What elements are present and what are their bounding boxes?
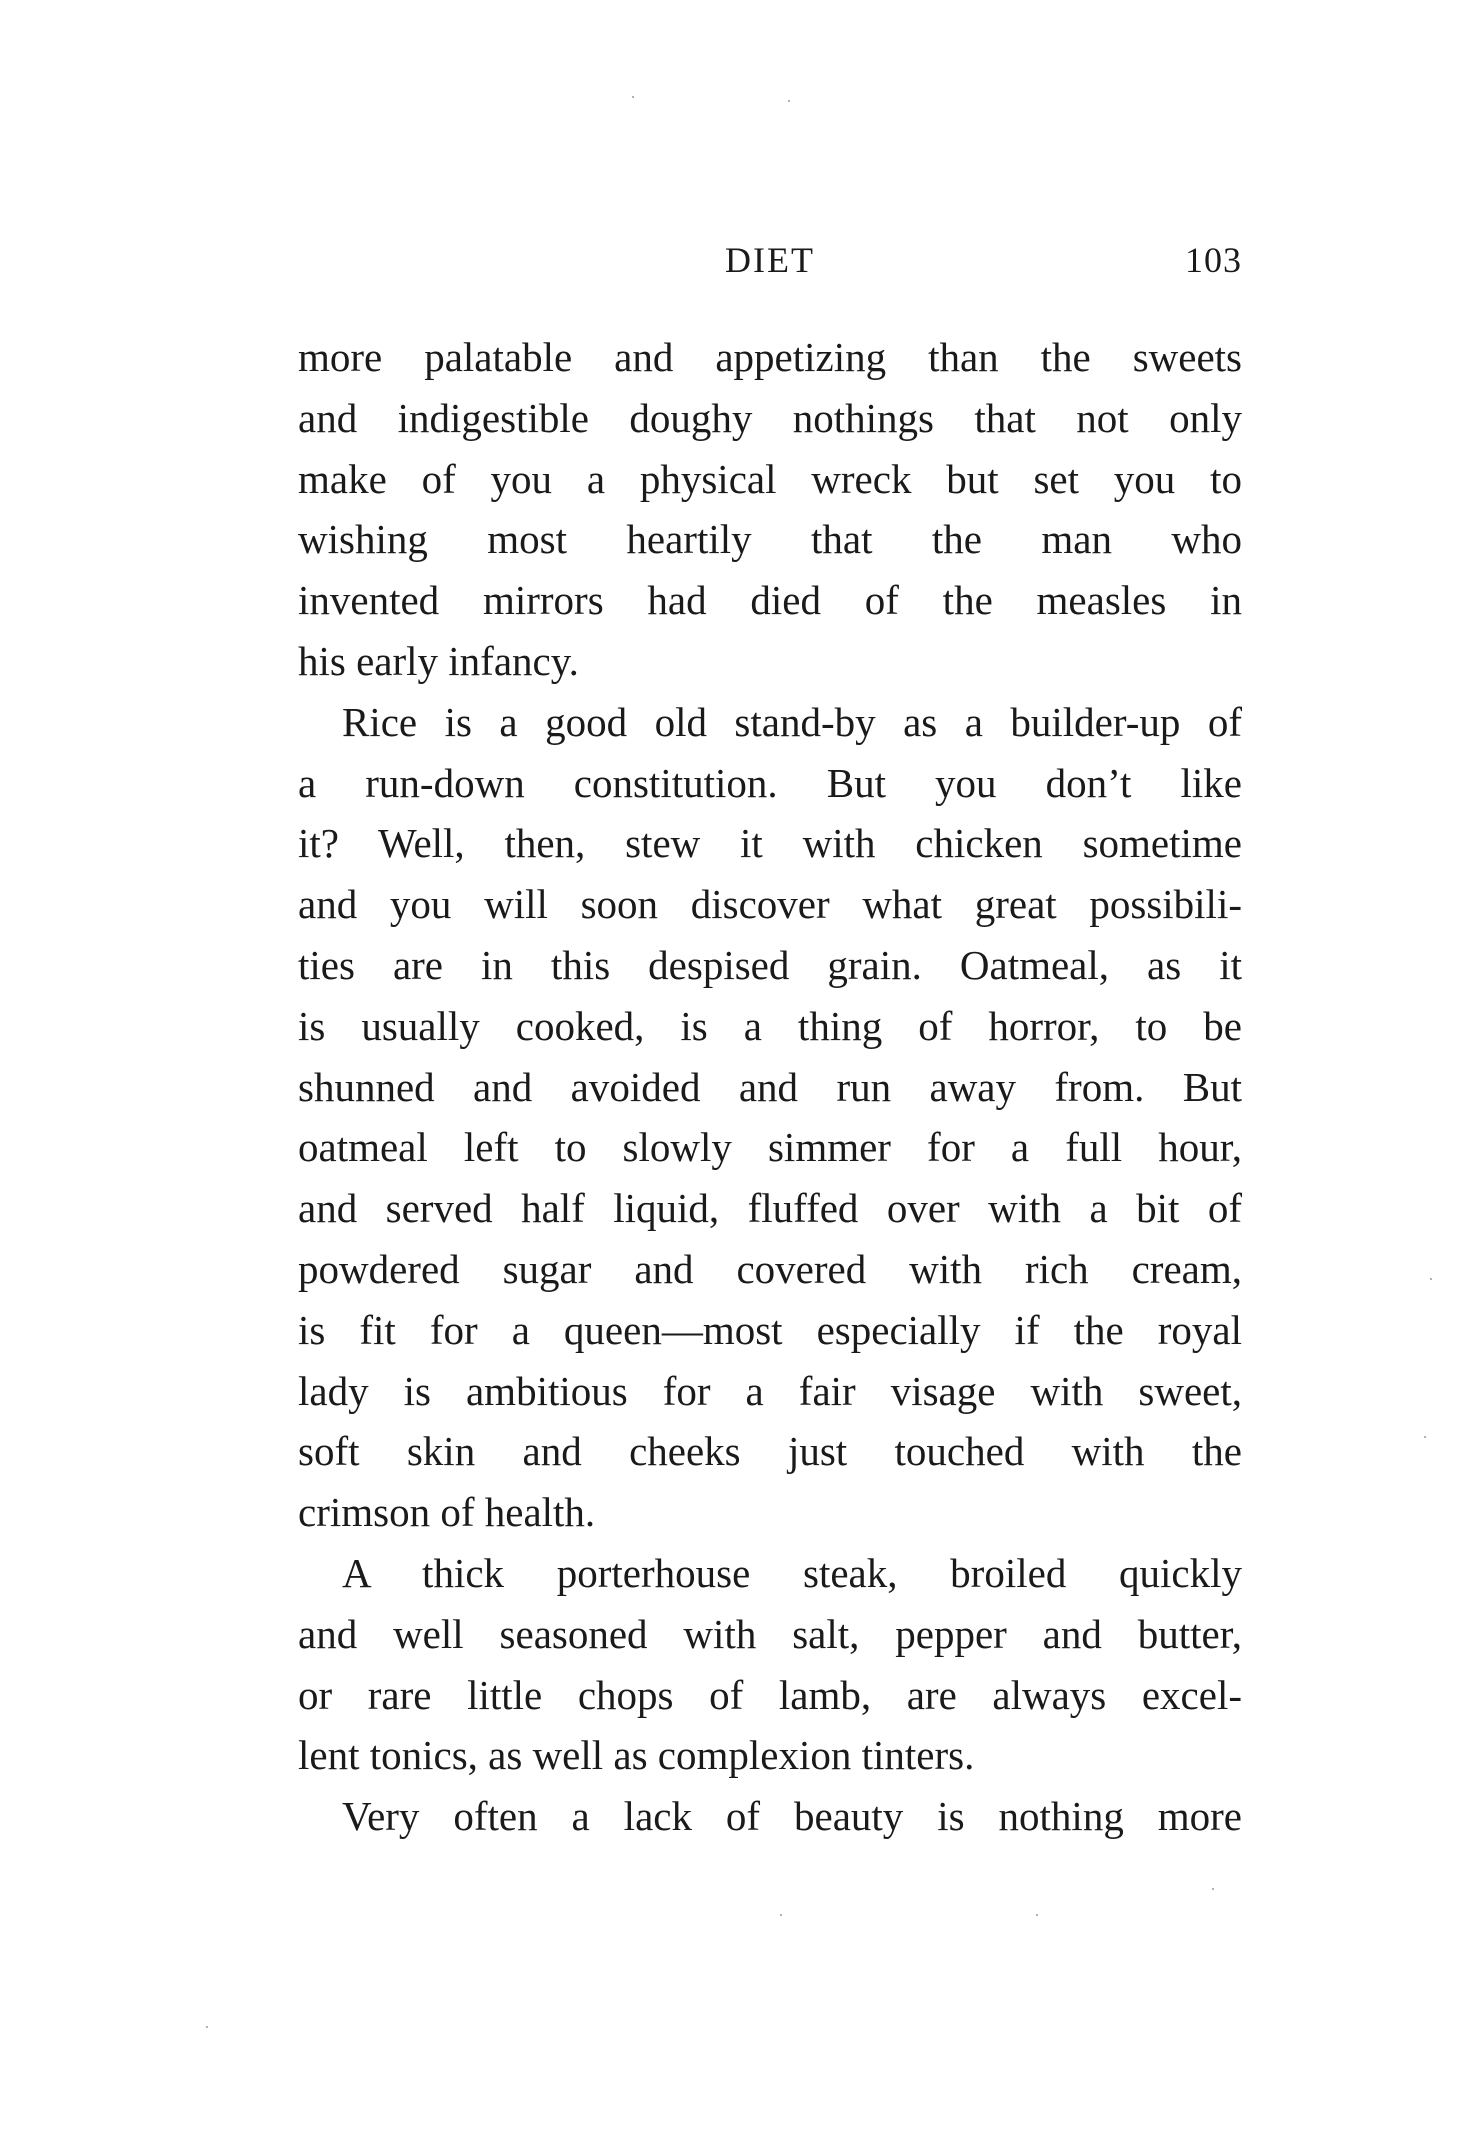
paragraph-first-line: Very often a lack of beauty is nothing more xyxy=(342,1793,1242,1840)
page-number: 103 xyxy=(1185,240,1242,280)
paper-speck xyxy=(780,1914,782,1916)
text-line: and indigestible doughy nothings that not only xyxy=(298,394,1242,441)
text-line: soft skin and cheeks just touched with the xyxy=(298,1428,1242,1475)
running-title: DIET xyxy=(725,240,815,280)
paper-speck xyxy=(1212,1888,1214,1890)
body-text xyxy=(298,327,1242,1847)
text-line: his early infancy. xyxy=(298,637,579,684)
text-line: and served half liquid, fluffed over with a bit of xyxy=(298,1185,1242,1232)
text-line: more palatable and appetizing than the sweets xyxy=(298,334,1242,380)
paper-speck xyxy=(1430,1278,1432,1280)
text-line: wishing most heartily that the man who xyxy=(298,516,1242,563)
text-line: invented mirrors had died of the measles in xyxy=(298,577,1242,624)
text-line: powdered sugar and covered with rich cream, xyxy=(298,1245,1242,1292)
text-line: it? Well, then, stew it with chicken sometime xyxy=(298,820,1242,867)
text-line: lent tonics, as well as complexion tinters. xyxy=(298,1732,975,1779)
text-line: ties are in this despised grain. Oatmeal, as it xyxy=(298,941,1242,988)
paper-speck xyxy=(1424,1436,1426,1438)
paper-speck xyxy=(206,2026,208,2028)
text-line: a run-down constitution. But you don’t like xyxy=(298,759,1242,806)
text-line: and you will soon discover what great possibili- xyxy=(298,881,1242,928)
text-line: is usually cooked, is a thing of horror, to be xyxy=(298,1002,1242,1049)
paragraph-first-line: A thick porterhouse steak, broiled quickly xyxy=(342,1549,1242,1596)
paper-speck xyxy=(632,96,634,98)
text-line: lady is ambitious for a fair visage with sweet, xyxy=(298,1367,1242,1414)
text-line: is fit for a queen—most especially if the royal xyxy=(298,1306,1242,1353)
paper-speck xyxy=(788,100,790,102)
text-line: crimson of health. xyxy=(298,1489,596,1536)
text-line: or rare little chops of lamb, are always excel- xyxy=(298,1671,1242,1718)
paragraph-first-line: Rice is a good old stand-by as a builder-up of xyxy=(342,698,1242,745)
paper-speck xyxy=(1036,1914,1038,1916)
text-line: and well seasoned with salt, pepper and butter, xyxy=(298,1610,1242,1657)
text-line: make of you a physical wreck but set you to xyxy=(298,455,1242,502)
text-line: shunned and avoided and run away from. But xyxy=(298,1063,1242,1110)
running-header xyxy=(298,236,1242,284)
text-line: oatmeal left to slowly simmer for a full hour, xyxy=(298,1124,1242,1171)
